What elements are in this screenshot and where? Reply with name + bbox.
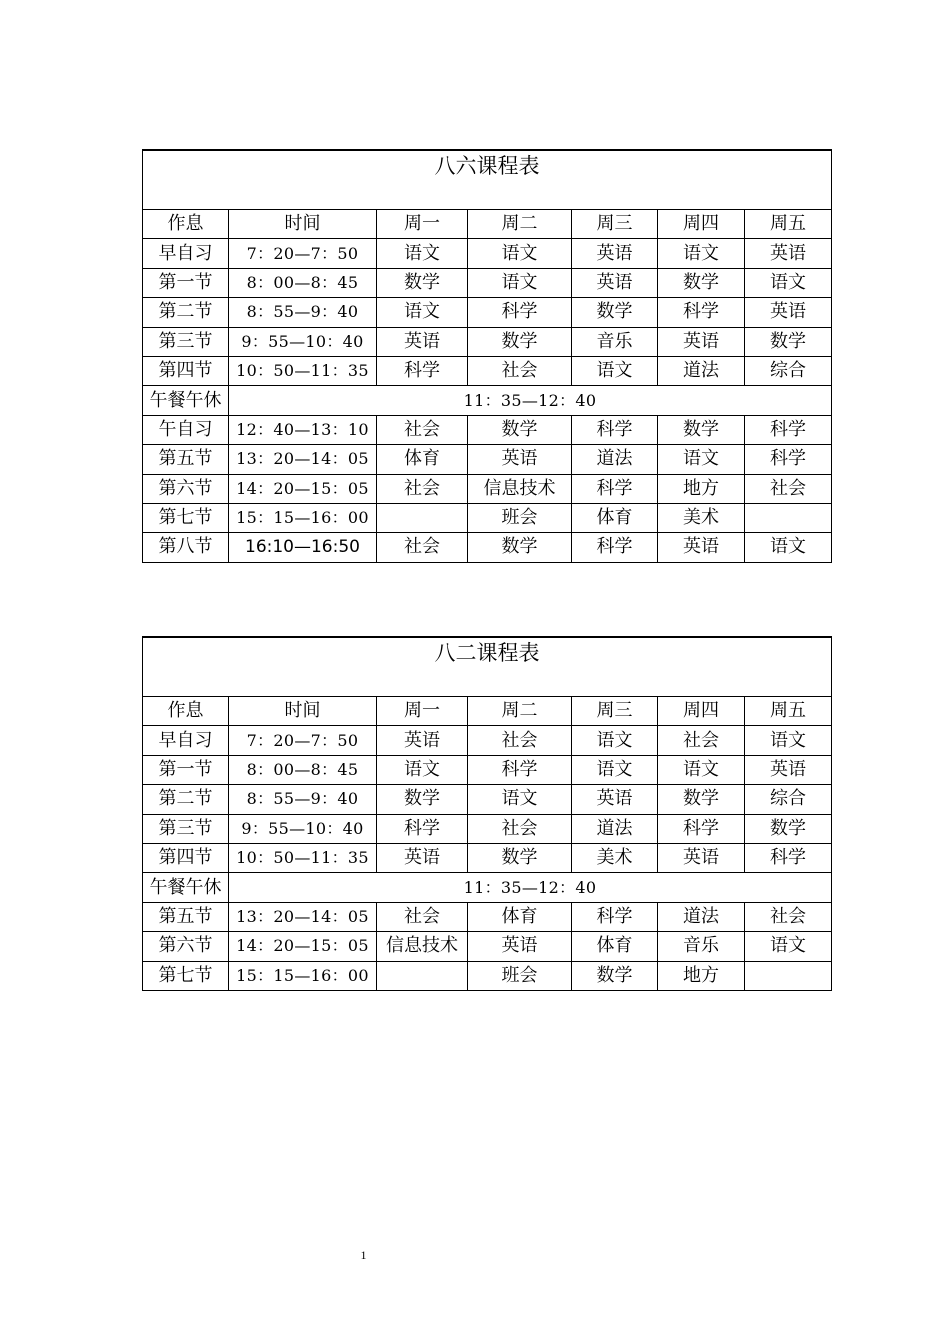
subject-cell: 社会 [468, 814, 572, 843]
subject-cell: 科学 [377, 356, 468, 385]
subject-cell: 科学 [468, 298, 572, 327]
table-body [143, 150, 832, 562]
subject-cell: 语文 [572, 356, 658, 385]
time-cell: 12：40—13：10 [229, 415, 377, 444]
subject-cell: 语文 [572, 755, 658, 784]
column-header: 周四 [658, 697, 745, 726]
period-cell: 第三节 [143, 814, 229, 843]
time-cell: 16:10—16:50 [229, 533, 377, 562]
subject-cell: 英语 [658, 533, 745, 562]
time-cell: 7：20—7：50 [229, 726, 377, 755]
period-cell: 第五节 [143, 902, 229, 931]
subject-cell: 科学 [658, 814, 745, 843]
header-row [143, 210, 832, 239]
time-cell: 13：20—14：05 [229, 902, 377, 931]
column-header: 周三 [572, 210, 658, 239]
table-row [143, 415, 832, 444]
time-cell: 14：20—15：05 [229, 474, 377, 503]
period-cell: 第五节 [143, 445, 229, 474]
title-row [143, 637, 832, 697]
subject-cell: 语文 [745, 932, 832, 961]
subject-cell: 数学 [572, 961, 658, 990]
subject-cell: 英语 [658, 843, 745, 872]
period-cell: 第六节 [143, 474, 229, 503]
period-cell: 第四节 [143, 356, 229, 385]
subject-cell: 社会 [377, 474, 468, 503]
subject-cell: 语文 [745, 726, 832, 755]
period-cell: 第七节 [143, 503, 229, 532]
subject-cell: 语文 [377, 755, 468, 784]
time-cell: 10：50—11：35 [229, 843, 377, 872]
time-cell: 9：55—10：40 [229, 327, 377, 356]
subject-cell: 美术 [572, 843, 658, 872]
subject-cell: 社会 [745, 474, 832, 503]
period-cell: 午餐午休 [143, 386, 229, 415]
table-row [143, 503, 832, 532]
subject-cell: 数学 [658, 415, 745, 444]
table-row [143, 932, 832, 961]
subject-cell: 美术 [658, 503, 745, 532]
subject-cell: 数学 [745, 327, 832, 356]
period-cell: 第三节 [143, 327, 229, 356]
time-cell: 8：00—8：45 [229, 755, 377, 784]
subject-cell: 英语 [745, 755, 832, 784]
subject-cell: 班会 [468, 961, 572, 990]
subject-cell: 英语 [745, 298, 832, 327]
title-row [143, 150, 832, 210]
table-row [143, 902, 832, 931]
table-row [143, 239, 832, 268]
table-row [143, 386, 832, 415]
period-cell: 第八节 [143, 533, 229, 562]
table-row [143, 755, 832, 784]
lunch-break-time: 11：35—12：40 [229, 873, 832, 902]
subject-cell: 体育 [377, 445, 468, 474]
schedule-table-class-82 [142, 636, 832, 991]
subject-cell: 科学 [468, 755, 572, 784]
subject-cell [377, 503, 468, 532]
subject-cell: 语文 [468, 239, 572, 268]
period-cell: 午餐午休 [143, 873, 229, 902]
subject-cell: 科学 [572, 474, 658, 503]
subject-cell: 音乐 [658, 932, 745, 961]
period-cell: 早自习 [143, 239, 229, 268]
subject-cell: 社会 [745, 902, 832, 931]
period-cell: 第六节 [143, 932, 229, 961]
subject-cell: 社会 [468, 726, 572, 755]
subject-cell: 科学 [572, 902, 658, 931]
subject-cell: 英语 [745, 239, 832, 268]
subject-cell: 道法 [658, 902, 745, 931]
subject-cell: 语文 [377, 298, 468, 327]
subject-cell [377, 961, 468, 990]
subject-cell: 数学 [572, 298, 658, 327]
table-row [143, 298, 832, 327]
time-cell: 8：55—9：40 [229, 298, 377, 327]
subject-cell: 语文 [658, 755, 745, 784]
subject-cell: 数学 [658, 268, 745, 297]
subject-cell: 英语 [658, 327, 745, 356]
subject-cell: 语文 [468, 268, 572, 297]
subject-cell: 语文 [377, 239, 468, 268]
subject-cell: 数学 [468, 533, 572, 562]
column-header: 时间 [229, 210, 377, 239]
subject-cell: 英语 [468, 445, 572, 474]
subject-cell: 数学 [468, 415, 572, 444]
subject-cell: 语文 [468, 785, 572, 814]
table-body [143, 637, 832, 990]
time-cell: 7：20—7：50 [229, 239, 377, 268]
subject-cell: 社会 [377, 415, 468, 444]
subject-cell: 社会 [377, 533, 468, 562]
table-row [143, 843, 832, 872]
subject-cell: 道法 [572, 445, 658, 474]
subject-cell: 数学 [745, 814, 832, 843]
time-cell: 15：15—16：00 [229, 961, 377, 990]
column-header: 周五 [745, 210, 832, 239]
time-cell: 13：20—14：05 [229, 445, 377, 474]
period-cell: 第一节 [143, 755, 229, 784]
subject-cell: 综合 [745, 785, 832, 814]
column-header: 作息 [143, 210, 229, 239]
subject-cell: 信息技术 [377, 932, 468, 961]
table-row [143, 726, 832, 755]
column-header: 周五 [745, 697, 832, 726]
time-cell: 14：20—15：05 [229, 932, 377, 961]
period-cell: 第一节 [143, 268, 229, 297]
subject-cell: 数学 [377, 785, 468, 814]
period-cell: 第四节 [143, 843, 229, 872]
subject-cell: 社会 [468, 356, 572, 385]
column-header: 周二 [468, 697, 572, 726]
subject-cell: 班会 [468, 503, 572, 532]
subject-cell: 科学 [658, 298, 745, 327]
subject-cell: 道法 [658, 356, 745, 385]
header-row [143, 697, 832, 726]
table-title: 八六课程表 [143, 150, 832, 210]
page-number: 1 [360, 1248, 367, 1262]
time-cell: 9：55—10：40 [229, 814, 377, 843]
column-header: 周一 [377, 210, 468, 239]
subject-cell: 道法 [572, 814, 658, 843]
table-row [143, 327, 832, 356]
subject-cell: 社会 [377, 902, 468, 931]
subject-cell: 英语 [572, 268, 658, 297]
subject-cell: 音乐 [572, 327, 658, 356]
table-row [143, 873, 832, 902]
period-cell: 第二节 [143, 298, 229, 327]
table-row [143, 785, 832, 814]
table-row [143, 961, 832, 990]
subject-cell: 信息技术 [468, 474, 572, 503]
subject-cell: 英语 [572, 239, 658, 268]
subject-cell: 科学 [572, 533, 658, 562]
subject-cell: 科学 [745, 415, 832, 444]
time-cell: 8：55—9：40 [229, 785, 377, 814]
table-row [143, 814, 832, 843]
table-row [143, 533, 832, 562]
subject-cell: 语文 [745, 268, 832, 297]
schedule-table-class-86 [142, 149, 832, 563]
subject-cell: 体育 [572, 503, 658, 532]
subject-cell: 语文 [745, 533, 832, 562]
table-title: 八二课程表 [143, 637, 832, 697]
subject-cell: 数学 [658, 785, 745, 814]
subject-cell: 英语 [468, 932, 572, 961]
subject-cell [745, 961, 832, 990]
time-cell: 8：00—8：45 [229, 268, 377, 297]
period-cell: 午自习 [143, 415, 229, 444]
table-row [143, 356, 832, 385]
subject-cell [745, 503, 832, 532]
column-header: 作息 [143, 697, 229, 726]
subject-cell: 社会 [658, 726, 745, 755]
period-cell: 第二节 [143, 785, 229, 814]
table-row [143, 445, 832, 474]
table-row [143, 474, 832, 503]
subject-cell: 英语 [377, 726, 468, 755]
subject-cell: 语文 [658, 445, 745, 474]
subject-cell: 科学 [745, 843, 832, 872]
subject-cell: 语文 [658, 239, 745, 268]
subject-cell: 体育 [468, 902, 572, 931]
lunch-break-time: 11：35—12：40 [229, 386, 832, 415]
subject-cell: 地方 [658, 474, 745, 503]
column-header: 周二 [468, 210, 572, 239]
subject-cell: 英语 [377, 327, 468, 356]
subject-cell: 综合 [745, 356, 832, 385]
subject-cell: 科学 [745, 445, 832, 474]
column-header: 周四 [658, 210, 745, 239]
column-header: 周三 [572, 697, 658, 726]
column-header: 周一 [377, 697, 468, 726]
table-row [143, 268, 832, 297]
time-cell: 15：15—16：00 [229, 503, 377, 532]
subject-cell: 数学 [377, 268, 468, 297]
subject-cell: 语文 [572, 726, 658, 755]
subject-cell: 地方 [658, 961, 745, 990]
subject-cell: 体育 [572, 932, 658, 961]
subject-cell: 数学 [468, 327, 572, 356]
period-cell: 第七节 [143, 961, 229, 990]
subject-cell: 数学 [468, 843, 572, 872]
subject-cell: 英语 [377, 843, 468, 872]
period-cell: 早自习 [143, 726, 229, 755]
subject-cell: 英语 [572, 785, 658, 814]
time-cell: 10：50—11：35 [229, 356, 377, 385]
subject-cell: 科学 [572, 415, 658, 444]
subject-cell: 科学 [377, 814, 468, 843]
column-header: 时间 [229, 697, 377, 726]
